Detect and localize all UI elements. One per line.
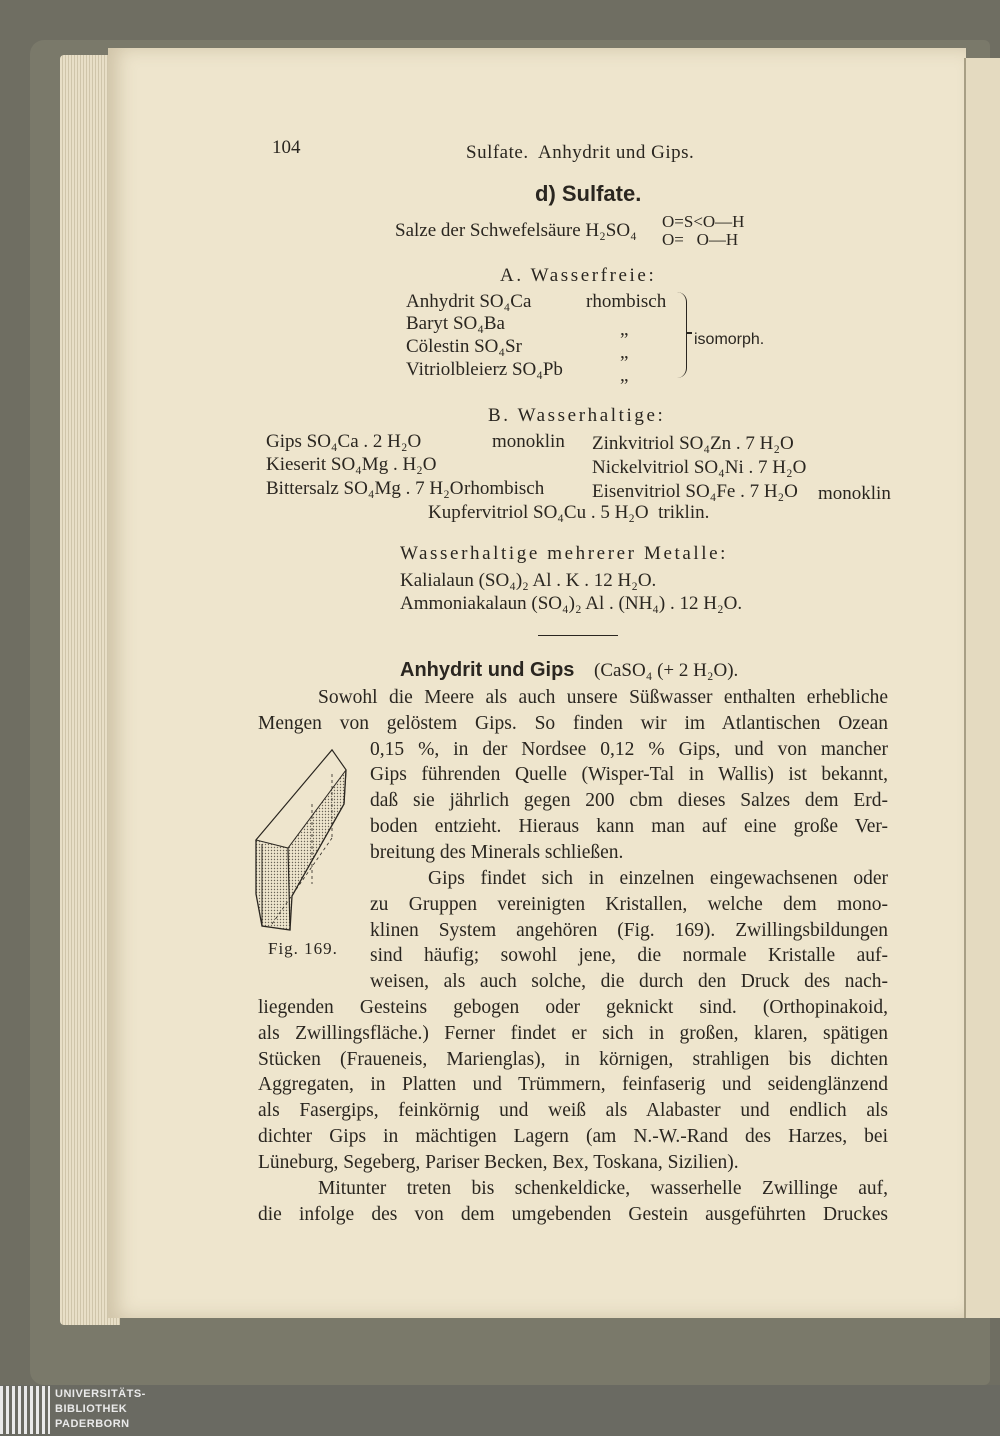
group-b-last-line: Kupfervitriol SO₄Cu . 5 H₂O triklin. (428, 502, 710, 523)
bracket-label: isomorph. (694, 331, 765, 348)
text-line: als Zwillingsfläche.) Ferner findet er sich in großen, klaren, spätigen (258, 1022, 888, 1044)
text-line: Mitunter treten bis schenkeldicke, wasserhelle Zwillinge auf, (318, 1178, 888, 1199)
text-line: klinen System angehören (Fig. 169). Zwillingsbildungen (370, 919, 888, 941)
group-a-name: Cölestin SO₄Sr (406, 336, 522, 357)
text-line: boden entzieht. Hieraus kann man auf eine große Ver- (370, 815, 888, 837)
section-title: d) Sulfate. (535, 181, 642, 206)
article-title: Anhydrit und Gips (400, 659, 575, 681)
group-c-line: Kalialaun (SO₄)₂ Al . K . 12 H₂O. (400, 570, 657, 591)
text-line: die infolge des von dem umgebenden Gestein ausgeführten Druckes (258, 1203, 888, 1225)
text-line: Gips führenden Quelle (Wisper-Tal in Wallis) ist bekannt, (370, 764, 888, 786)
gypsum-crystal-figure (252, 744, 352, 934)
text-line: Gips findet sich in einzelnen eingewachsenen oder (428, 868, 888, 889)
library-name-line: UNIVERSITÄTS- (55, 1388, 146, 1400)
group-a-system: rhombisch (586, 291, 667, 312)
group-a-name: Vitriolbleierz SO₄Pb (406, 359, 563, 380)
text-line: weisen, als auch solche, die durch den Druck des nach- (370, 971, 888, 993)
library-name-line: BIBLIOTHEK (55, 1403, 128, 1415)
text-line: sind häufig; sowohl jene, die normale Kristalle auf- (370, 945, 888, 967)
group-b-right: Nickelvitriol SO₄Ni . 7 H₂O (592, 457, 807, 478)
figure-caption: Fig. 169. (268, 939, 338, 958)
paragraph-1 (258, 685, 888, 866)
group-a-system: „ (620, 365, 629, 386)
group-c-line: Ammoniakalaun (SO₄)₂ Al . (NH₄) . 12 H₂O. (400, 593, 743, 614)
group-b-left: Kieserit SO₄Mg . H₂O (266, 454, 437, 475)
formula-top: O=S<O—H (662, 212, 745, 231)
group-b-right-system: monoklin (818, 483, 891, 504)
formula-bottom: O= O—H (662, 230, 739, 249)
group-b-left: Gips SO₄Ca . 2 H₂O (266, 431, 422, 452)
text-line: Aggregaten, in Platten und Trümmern, feinfaserig und seidenglänzend (258, 1074, 888, 1096)
group-b-left: Bittersalz SO₄Mg . 7 H₂O (266, 478, 464, 499)
section-divider (538, 635, 618, 636)
text-line: Mengen von gelöstem Gips. So finden wir im Atlantischen Ozean (258, 712, 888, 734)
text-line: Lüneburg, Segeberg, Pariser Becken, Bex, Toskana, Sizilien). (258, 1151, 739, 1173)
running-title: Sulfate. Anhydrit und Gips. (466, 142, 695, 163)
group-a-name: Baryt SO₄Ba (406, 313, 505, 334)
group-a-system: „ (620, 319, 629, 340)
isomorph-bracket (676, 292, 687, 378)
group-a-system: „ (620, 342, 629, 363)
article-formula: (CaSO₄ (+ 2 H₂O). (594, 660, 739, 681)
text-line: Sowohl die Meere als auch unsere Süßwasser enthalten erhebliche (318, 687, 888, 708)
library-name-line: PADERBORN (55, 1418, 130, 1430)
group-a-title: A. Wasserfreie: (500, 265, 657, 286)
salts-line: Salze der Schwefelsäure H₂SO₄ (395, 220, 637, 241)
text-line: zu Gruppen vereinigten Kristallen, welche dem mono- (370, 893, 888, 915)
paragraph-3 (258, 1176, 888, 1228)
library-logo-icon (0, 1386, 50, 1434)
text-line: 0,15 %, in der Nordsee 0,12 % Gips, und von mancher (370, 738, 888, 760)
text-line: daß sie jährlich gegen 200 cbm dieses Salzes dem Erd- (370, 790, 888, 812)
footer-bar (0, 1385, 1000, 1436)
text-line: liegenden Gesteins gebogen oder geknickt sind. (Orthopinakoid, (258, 996, 888, 1018)
text-line: Stücken (Fraueneis, Marienglas), in körnigen, strahligen bis dichten (258, 1048, 888, 1070)
group-b-right: Eisenvitriol SO₄Fe . 7 H₂O (592, 481, 798, 502)
group-b-middle: monoklin (492, 431, 565, 452)
group-c-title: Wasserhaltige mehrerer Metalle: (400, 543, 729, 564)
text-line: dichter Gips in mächtigen Lagern (am N.-W.-Rand des Harzes, bei (258, 1125, 888, 1147)
text-line: breitung des Minerals schließen. (370, 841, 624, 863)
group-b-right: Zinkvitriol SO₄Zn . 7 H₂O (592, 433, 794, 454)
paragraph-2 (258, 866, 888, 1176)
facing-page-edge (964, 58, 1000, 1318)
group-a-name: Anhydrit SO₄Ca (406, 291, 532, 312)
text-line: als Fasergips, feinkörnig und weiß als Alabaster und endlich als (258, 1100, 888, 1122)
group-b-title: B. Wasserhaltige: (488, 405, 666, 426)
group-b-middle: rhombisch (464, 478, 545, 499)
page-number: 104 (272, 137, 301, 158)
